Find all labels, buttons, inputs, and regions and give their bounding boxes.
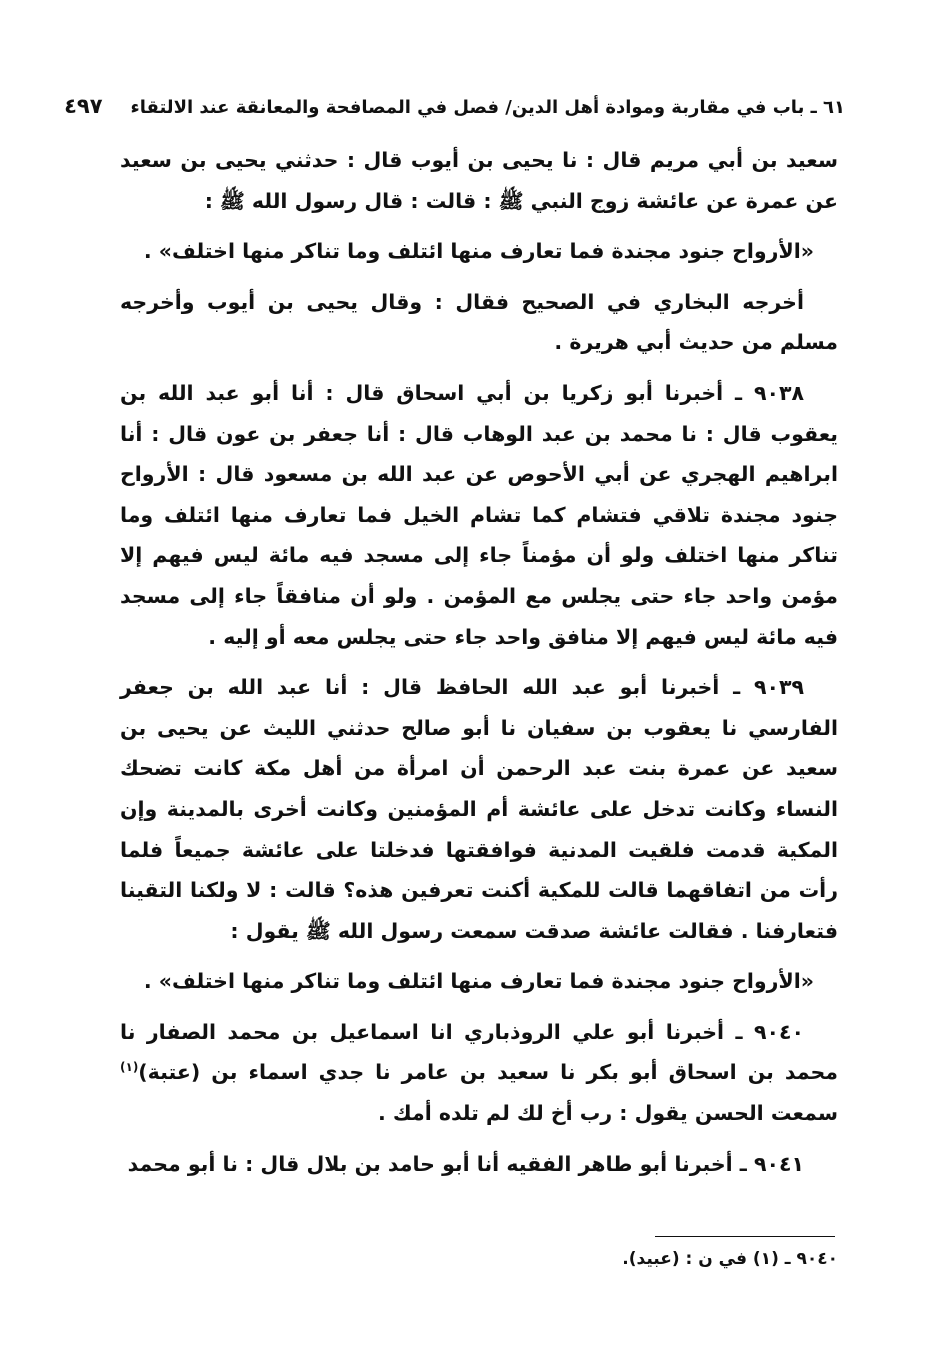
page-header xyxy=(64,84,845,118)
paragraph-continuation: سعيد بن أبي مريم قال : نا يحيى بن أيوب قال : حدثني يحيى بن سعيد عن عمرة عن عائشة زوج النبي ﷺ : قالت : قال رسول الله ﷺ : xyxy=(120,148,838,213)
paragraph-9040-tail: سمعت الحسن يقول : رب أخ لك لم تلده أمك . xyxy=(377,1101,838,1126)
footnote-marker: (١) xyxy=(120,1060,139,1075)
paragraph-9038: ٩٠٣٨ ـ أخبرنا أبو زكريا بن أبي اسحاق قال : أنا أبو عبد الله بن يعقوب قال : نا محمد بن عبد الوهاب قال : أنا جعفر بن عون قال : أنا ابراهيم الهجري عن أبي الأحوص عن عبد الله بن مسعود قال : الأرواح جنود مجندة تلاقي فتشام كما تشام الخيل فما تعارف منها ائتلف وما تناكر منها اختلف ولو أن مؤمناً جاء إلى مسجد فيه مائة ليس فيهم إلا مؤمن واحد جاء حتى يجلس مع المؤمن . ولو أن منافقاً جاء إلى مسجد فيه مائة ليس فيهم إلا منافق واحد جاء حتى يجلس معه أو إليه . xyxy=(120,380,838,649)
footnote: ٩٠٤٠ ـ (١) في ن : (عبيد). xyxy=(622,1249,838,1269)
page-number: ٤٩٧ xyxy=(64,94,103,118)
main-text xyxy=(120,140,838,1184)
running-title: ٦١ ـ باب في مقاربة وموادة أهل الدين/ فصل في المصافحة والمعانقة عند الالتقاء xyxy=(130,97,845,118)
hadith-quote-2: «الأرواح جنود مجندة فما تعارف منها ائتلف وما تناكر منها اختلف» . xyxy=(143,969,814,994)
paragraph-9040-text: ٩٠٤٠ ـ أخبرنا أبو علي الروذباري انا اسماعيل بن محمد الصفار نا محمد بن اسحاق أبو بكر نا سعيد بن عامر نا جدي اسماء بن (عتبة) xyxy=(120,1019,838,1085)
paragraph-takhrij: أخرجه البخاري في الصحيح فقال : وقال يحيى بن أيوب وأخرجه مسلم من حديث أبي هريرة . xyxy=(120,289,838,355)
paragraph-9040 xyxy=(120,1012,838,1134)
hadith-quote: «الأرواح جنود مجندة فما تعارف منها ائتلف وما تناكر منها اختلف» . xyxy=(143,239,814,264)
footnote-rule xyxy=(655,1236,835,1237)
paragraph-9041: ٩٠٤١ ـ أخبرنا أبو طاهر الفقيه أنا أبو حامد بن بلال قال : نا أبو محمد xyxy=(127,1151,804,1176)
paragraph-9039: ٩٠٣٩ ـ أخبرنا أبو عبد الله الحافظ قال : أنا عبد الله بن جعفر الفارسي نا يعقوب بن سفيان نا أبو صالح حدثني الليث عن يحيى بن سعيد عن عمرة بنت عبد الرحمن أن امرأة من أهل مكة كانت تضحك النساء وكانت تدخل على عائشة أم المؤمنين وكانت أخرى بالمدينة وإن المكية قدمت فلقيت المدنية فوافقتها فدخلتا على عائشة جميعاً فلما رأت من اتفاقهما قالت للمكية أكنت تعرفين هذه؟ قالت : لا ولكنا التقينا فتعارفنا . فقالت عائشة صدقت سمعت رسول الله ﷺ يقول : xyxy=(120,675,838,943)
